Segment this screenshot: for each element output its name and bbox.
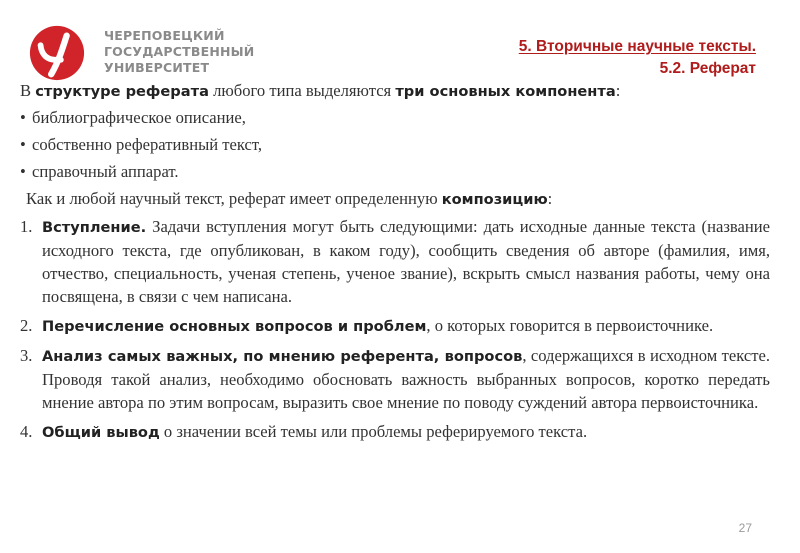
university-logo	[22, 24, 255, 84]
item-title: Общий вывод	[42, 424, 160, 441]
item-number: 2.	[20, 316, 33, 335]
slide-content	[20, 79, 770, 450]
item-title: Анализ самых важных, по мнению референта, вопросов	[42, 348, 523, 365]
bullet-icon: •	[20, 162, 26, 181]
item-text: , о которых говорится в первоисточнике.	[426, 316, 714, 335]
slide-heading	[519, 36, 756, 80]
intro-text: В	[20, 81, 36, 100]
intro-bold-structure: структуре реферата	[35, 83, 209, 100]
numbered-item	[20, 215, 770, 308]
section-title: 5. Вторичные научные тексты.	[518, 38, 756, 55]
item-number: 3.	[20, 346, 33, 365]
intro-text: :	[615, 81, 621, 100]
bullet-text: библиографическое описание,	[32, 108, 246, 127]
item-text: о значении всей темы или проблемы реферируемого текста.	[159, 422, 588, 441]
bullet-icon: •	[20, 135, 26, 154]
intro-text: любого типа выделяются	[208, 81, 396, 100]
intro-bold-components: три основных компонента	[395, 83, 616, 100]
item-title: Перечисление основных вопросов и проблем	[42, 318, 427, 335]
bullet-item	[20, 133, 770, 156]
item-text: Задачи вступления могут быть следующими: дать исходные данные текста (название исходного текста, где опубликован, в каком году), сообщить сведения об авторе (фамилия, имя, отчество, специальность, ученая степень, ученое звание), вскрыть смысл названия работы, чему она посвящена, в связи с чем написана.	[42, 217, 770, 306]
university-name	[104, 28, 254, 76]
bullet-text: справочный аппарат.	[32, 162, 179, 181]
university-name-line: УНИВЕРСИТЕТ	[104, 60, 210, 75]
composition-bold: композицию	[441, 191, 548, 208]
numbered-item	[20, 344, 770, 414]
page-number: 27	[738, 521, 752, 535]
bullet-item	[20, 106, 770, 129]
item-number: 4.	[20, 422, 33, 441]
item-title: Вступление.	[42, 219, 147, 236]
composition-text: :	[547, 189, 553, 208]
bullet-item	[20, 160, 770, 183]
intro-paragraph	[20, 79, 770, 103]
university-logo-icon	[28, 24, 86, 82]
item-number: 1.	[20, 217, 33, 236]
bullet-icon: •	[20, 108, 26, 127]
numbered-item	[20, 420, 770, 444]
subsection-title: 5.2. Реферат	[659, 60, 756, 77]
numbered-item	[20, 314, 770, 338]
composition-paragraph	[20, 187, 770, 211]
item-body	[42, 215, 770, 308]
item-body	[42, 420, 770, 444]
item-text: , содержащихся в исходном тексте. Проводя такой анализ, необходимо обосновать важность выбранных вопросов, коротко передать мнение автора по этим вопросам, выразить свое мнение по поводу суждений автора первоисточника.	[42, 346, 770, 412]
item-body	[42, 344, 770, 414]
bullet-text: собственно реферативный текст,	[32, 135, 263, 154]
university-name-line: ЧЕРЕПОВЕЦКИЙ	[104, 28, 225, 43]
composition-text: Как и любой научный текст, реферат имеет определенную	[26, 189, 442, 208]
university-name-line: ГОСУДАРСТВЕННЫЙ	[104, 44, 255, 59]
item-body	[42, 314, 770, 338]
